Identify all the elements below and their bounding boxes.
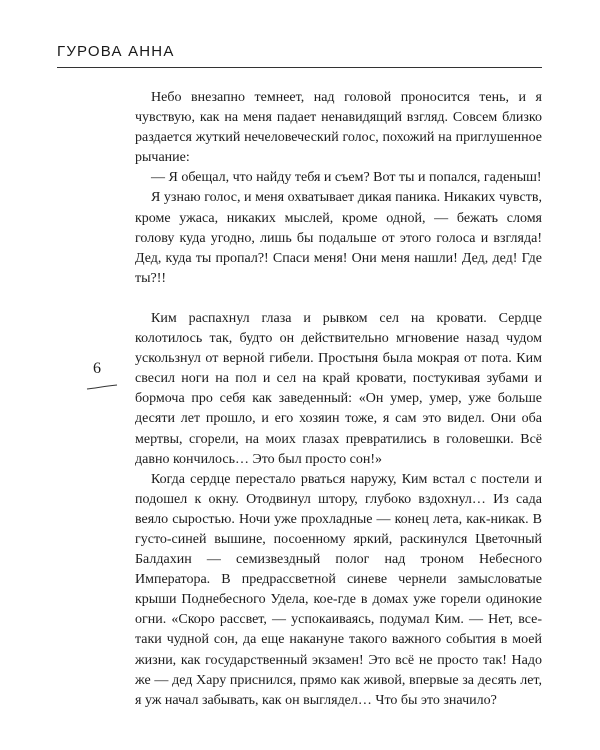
header-rule <box>57 67 542 68</box>
page-number: 6 <box>93 360 101 377</box>
running-title: ГУРОВА АННА <box>57 43 175 60</box>
paragraph-4: Ким распахнул глаза и рывком сел на кровати. Сердце колотилось так, будто он действительно мгновение назад чудом ускользнул от верной гибели. Простыня была мокрая от пота. Ким свесил ноги на пол и сел на край кровати, постукивая зубами и бормоча про себя как заведенный: «Он умер, умер, уже больше десяти лет прошло, и его хозяин тоже, я сам это видел. Они оба мертвы, сгорели, на моих глазах превратились в головешки. Всё давно кончилось… Это был просто сон!» <box>135 310 542 467</box>
paragraph-5: Когда сердце перестало рваться наружу, Ким встал с постели и подошел к окну. Отодвинул штору, глубоко вздохнул… Из сада веяло сыростью. Ночи уже прохладные — конец лета, как-никак. В густо-синей вышине, посоенному яркий, раскинулся Цветочный Балдахин — семизвездный полог над троном Небесного Императора. В предрассветной синеве чернели замысловатые крыши Поднебесного Удела, кое-где в домах уже горели одинокие огни. «Скоро рассвет, — успокаиваясь, подумал Ким. — Нет, все-таки чудной сон, да еще накануне такого важного события в моей жизни, как государственный экзамен! Это всё не просто так! Надо же — дед Хару приснился, прямо как живой, впервые за десять лет, я уж начал забывать, как он выглядел… Что бы это значило? <box>135 471 542 708</box>
paragraph-1: Небо внезапно темнеет, над головой проносится тень, и я чувствую, как на меня падает ненавидящий взгляд. Совсем близко раздается жуткий нечеловеческий голос, похожий на приглушенное рычание: <box>135 90 542 166</box>
paragraph-3: Я узнаю голос, и меня охватывает дикая паника. Никаких чувств, кроме ужаса, никаких мыслей, кроме одной, — бежать сломя голову куда угодно, лишь бы подальше от этого голоса и взгляда! Дед, куда ты пропал?! Спаси меня! Они меня нашли! Дед, дед! Где ты?!! <box>135 190 542 286</box>
paragraph-2: — Я обещал, что найду тебя и съем? Вот ты и попался, гаденыш! <box>151 170 542 186</box>
page-number-swash <box>86 384 118 390</box>
body-text <box>135 88 542 711</box>
